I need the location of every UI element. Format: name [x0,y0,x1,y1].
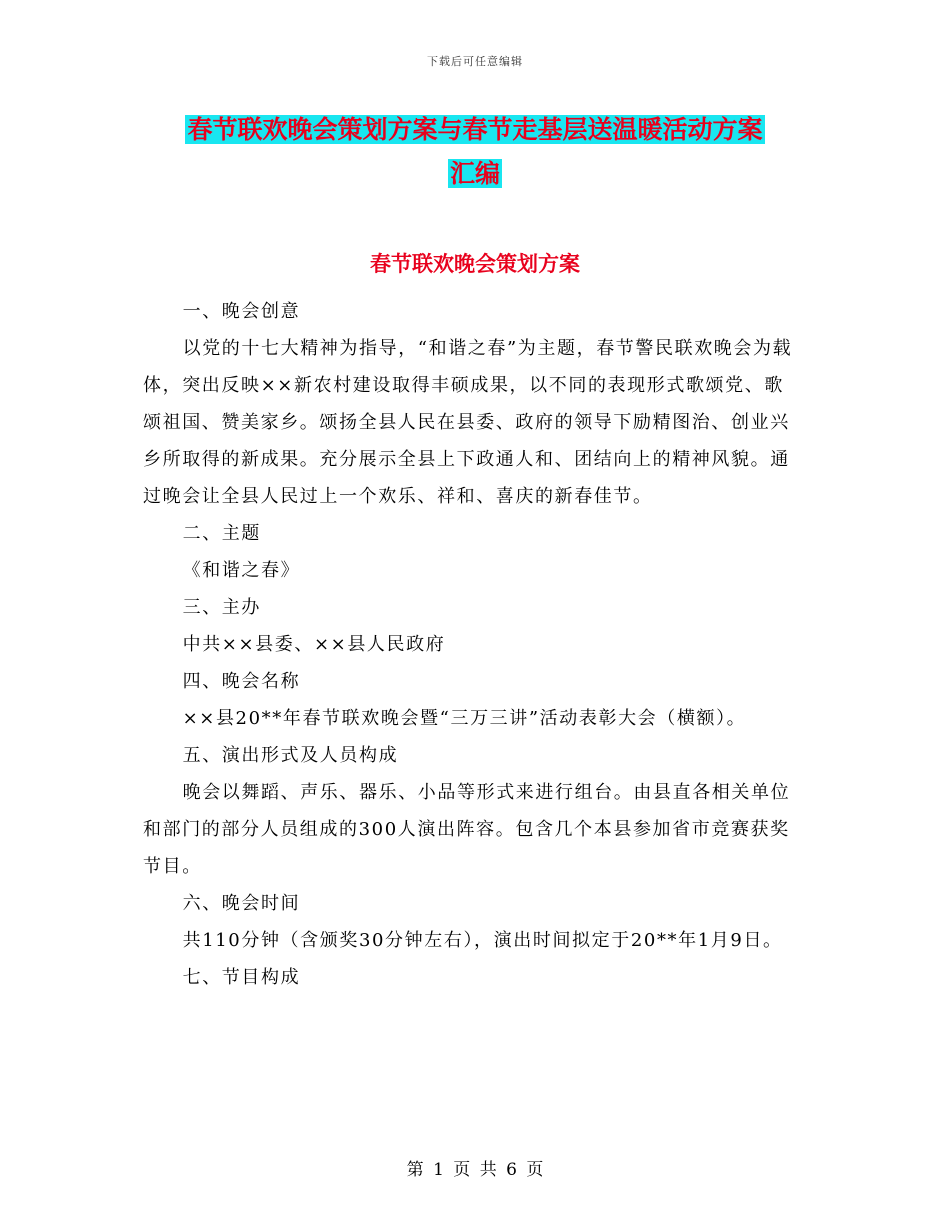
page-footer: 第 1 页 共 6 页 [406,1160,544,1180]
document-title-text-2: 汇编 [449,159,500,188]
heading-program: 七、节目构成 [182,967,301,988]
heading-time: 六、晚会时间 [182,893,301,914]
paragraph-host: 中共××县委、××县人民政府 [182,634,446,655]
paragraph-format: 晚会以舞蹈、声乐、器乐、小品等形式来进行组台。由县直各相关单位和部门的部分人员组成的300人演出阵容。包含几个本县参加省市竞赛获奖节目。 [143,782,791,877]
paragraph-name: ××县20**年春节联欢晚会暨“三万三讲”活动表彰大会（横额）。 [182,708,747,729]
heading-creative: 一、晚会创意 [182,301,301,322]
paragraph-time: 共110分钟（含颁奖30分钟左右），演出时间拟定于20**年1月9日。 [182,930,783,951]
paragraph-creative: 以党的十七大精神为指导，“和谐之春”为主题，春节警民联欢晚会为载体，突出反映××新农村建设取得丰硕成果，以不同的表现形式歌颂党、歌颂祖国、赞美家乡。颂扬全县人民在县委、政府的领导下励精图治、创业兴乡所取得的新成果。充分展示全县上下政通人和、团结向上的精神风貌。通过晚会让全县人民过上一个欢乐、祥和、喜庆的新春佳节。 [143,338,793,507]
document-title-line-1 [0,113,950,147]
heading-theme: 二、主题 [182,523,261,544]
section-title: 春节联欢晚会策划方案 [370,251,580,276]
paragraph-theme: 《和谐之春》 [182,560,301,581]
document-title-text-1: 春节联欢晚会策划方案与春节走基层送温暖活动方案 [187,115,763,144]
document-body [143,293,803,996]
page-header-note: 下载后可任意编辑 [427,55,523,68]
heading-format: 五、演出形式及人员构成 [182,745,399,766]
heading-name: 四、晚会名称 [182,671,301,692]
heading-host: 三、主办 [182,597,261,618]
document-title-line-2 [0,157,950,191]
